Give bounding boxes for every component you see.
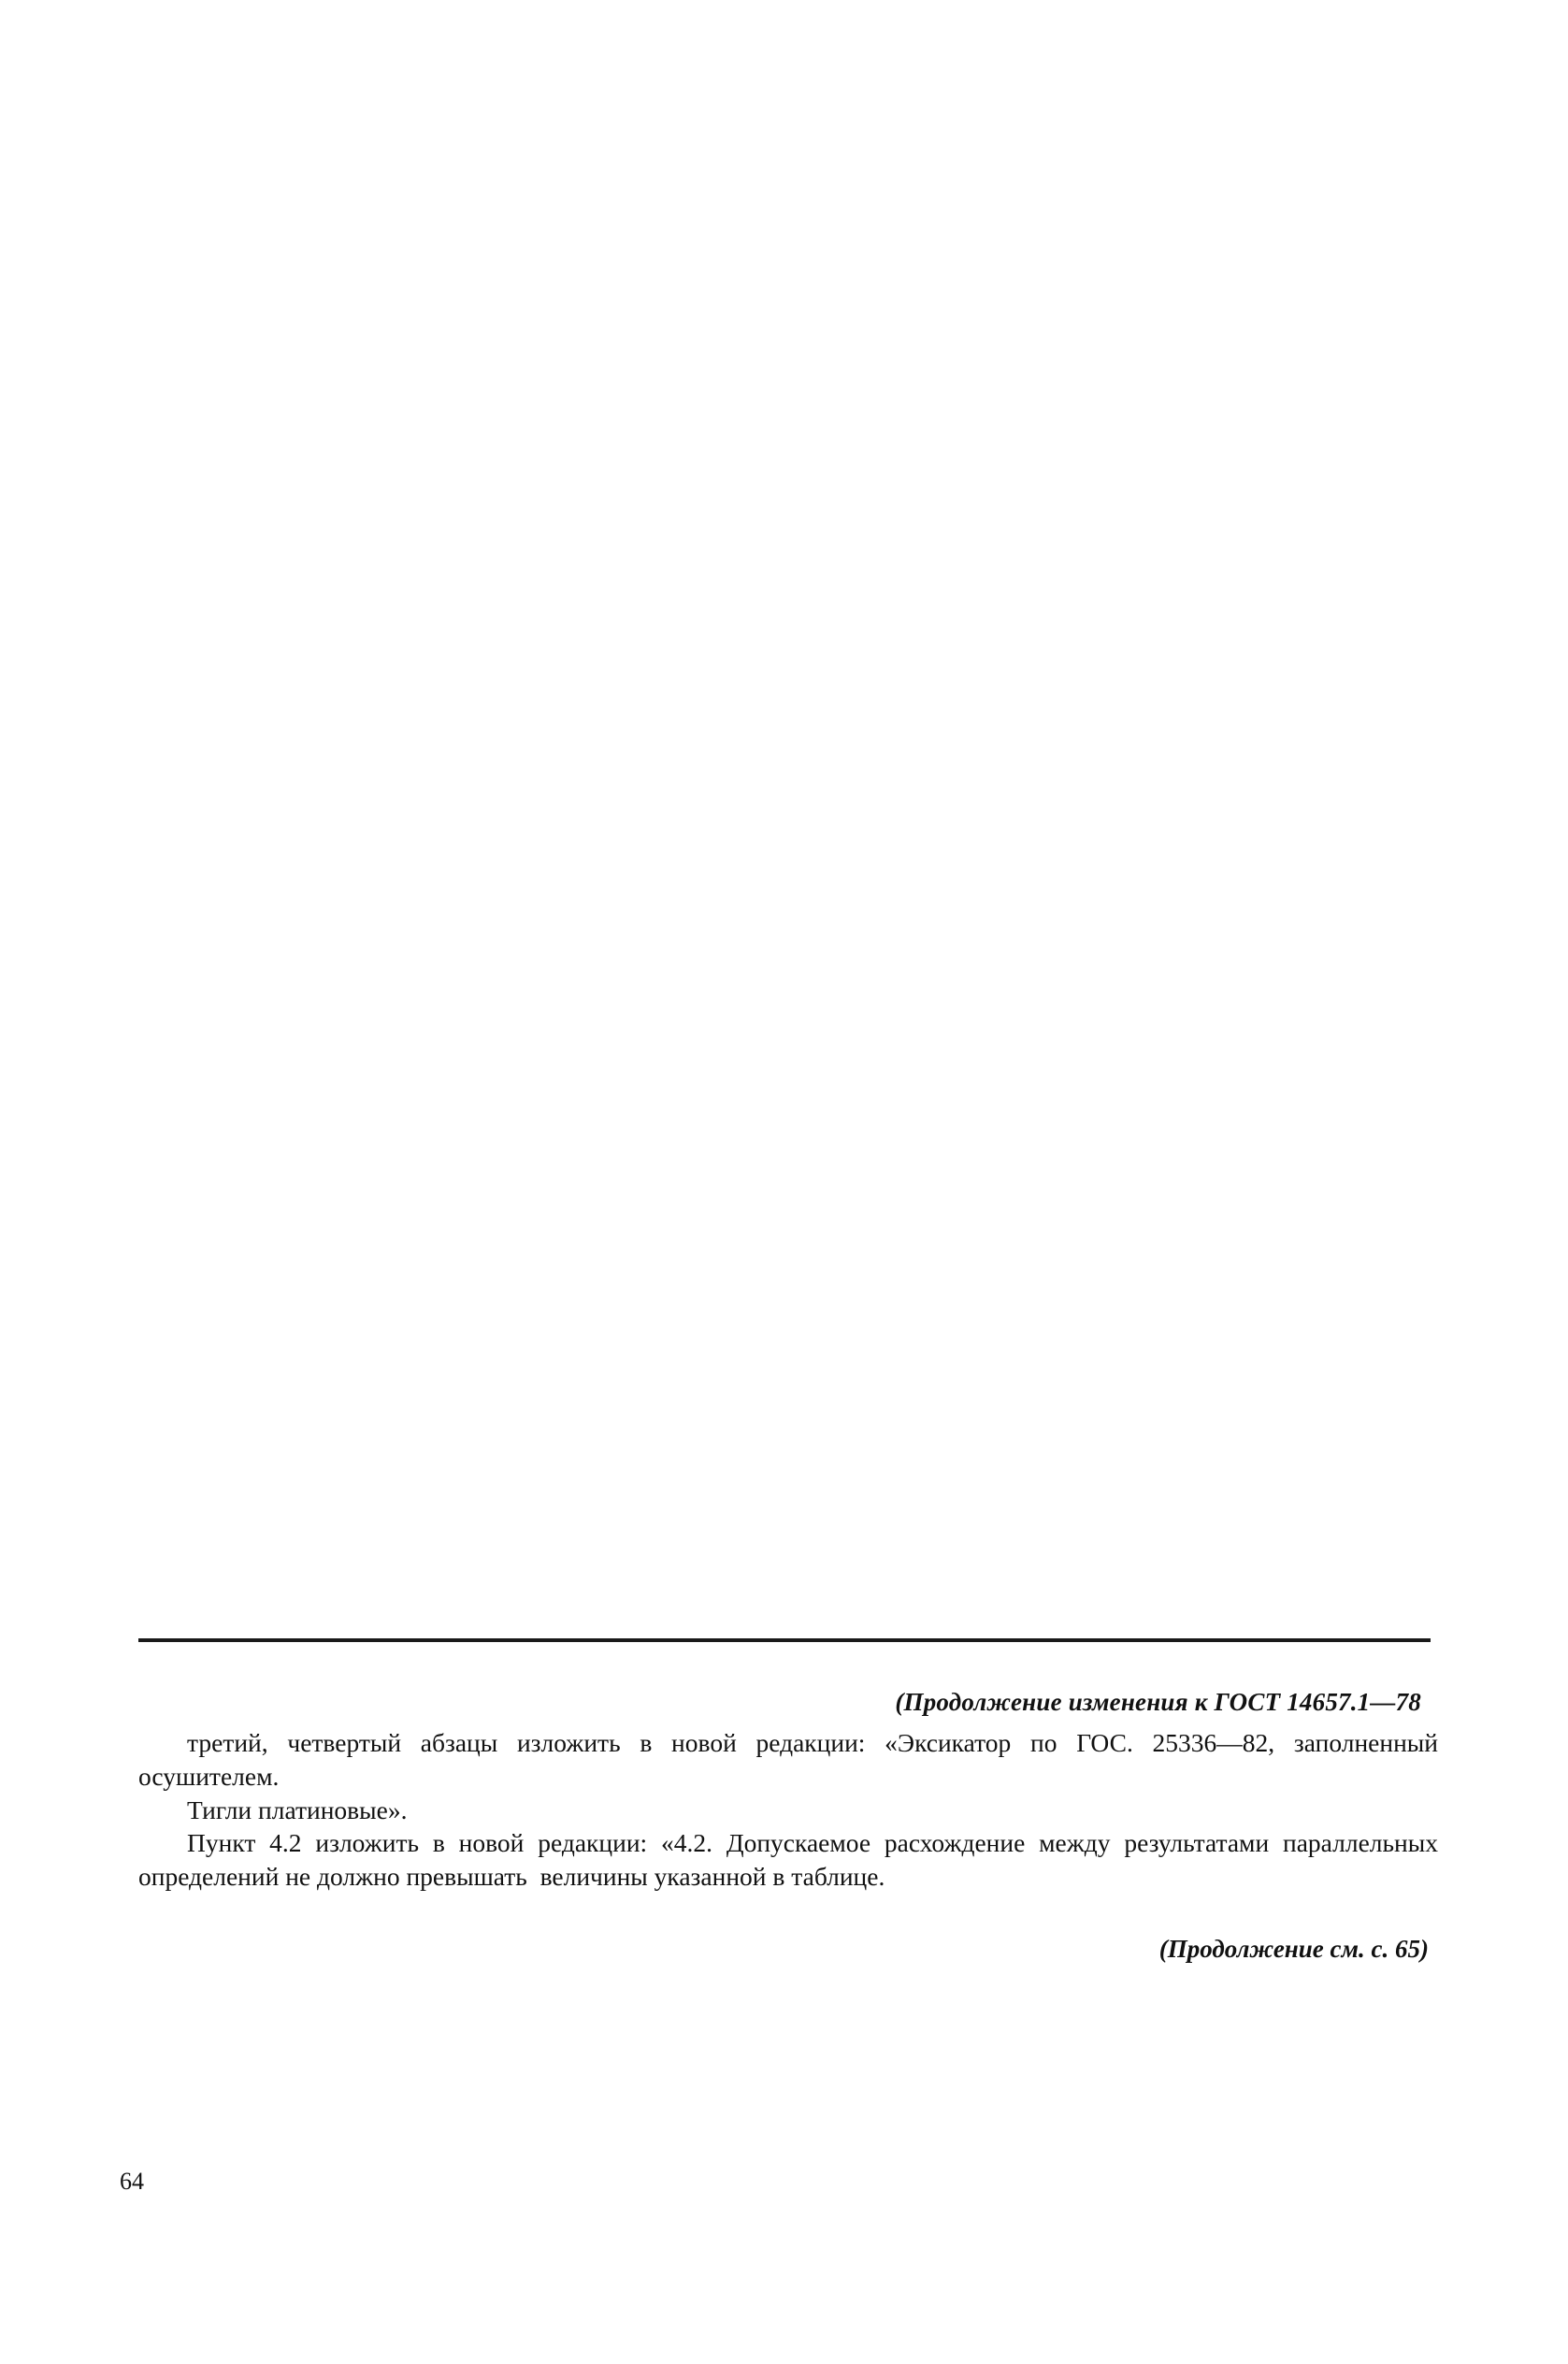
continuation-header: (Продолжение изменения к ГОСТ 14657.1—78 (895, 1688, 1421, 1716)
paragraph-amendment-clauses: третий, четвертый абзацы изложить в новой редакции: «Эксикатор по ГОС. 25336—82, заполненный осушителем. (138, 1728, 1445, 1791)
paragraph-clause-4-2: Пункт 4.2 изложить в новой редакции: «4.2. Допускаемое расхождение между результатами параллельных определений не должно превышать величины указанной в таблице. (138, 1828, 1445, 1891)
page-number: 64 (120, 2168, 144, 2195)
content-block (138, 1688, 1445, 1964)
paragraph-platinum-crucibles: Тигли платиновые». (187, 1795, 408, 1824)
continuation-footer: (Продолжение см. с. 65) (1158, 1934, 1429, 1963)
horizontal-rule-divider (138, 1638, 1431, 1642)
